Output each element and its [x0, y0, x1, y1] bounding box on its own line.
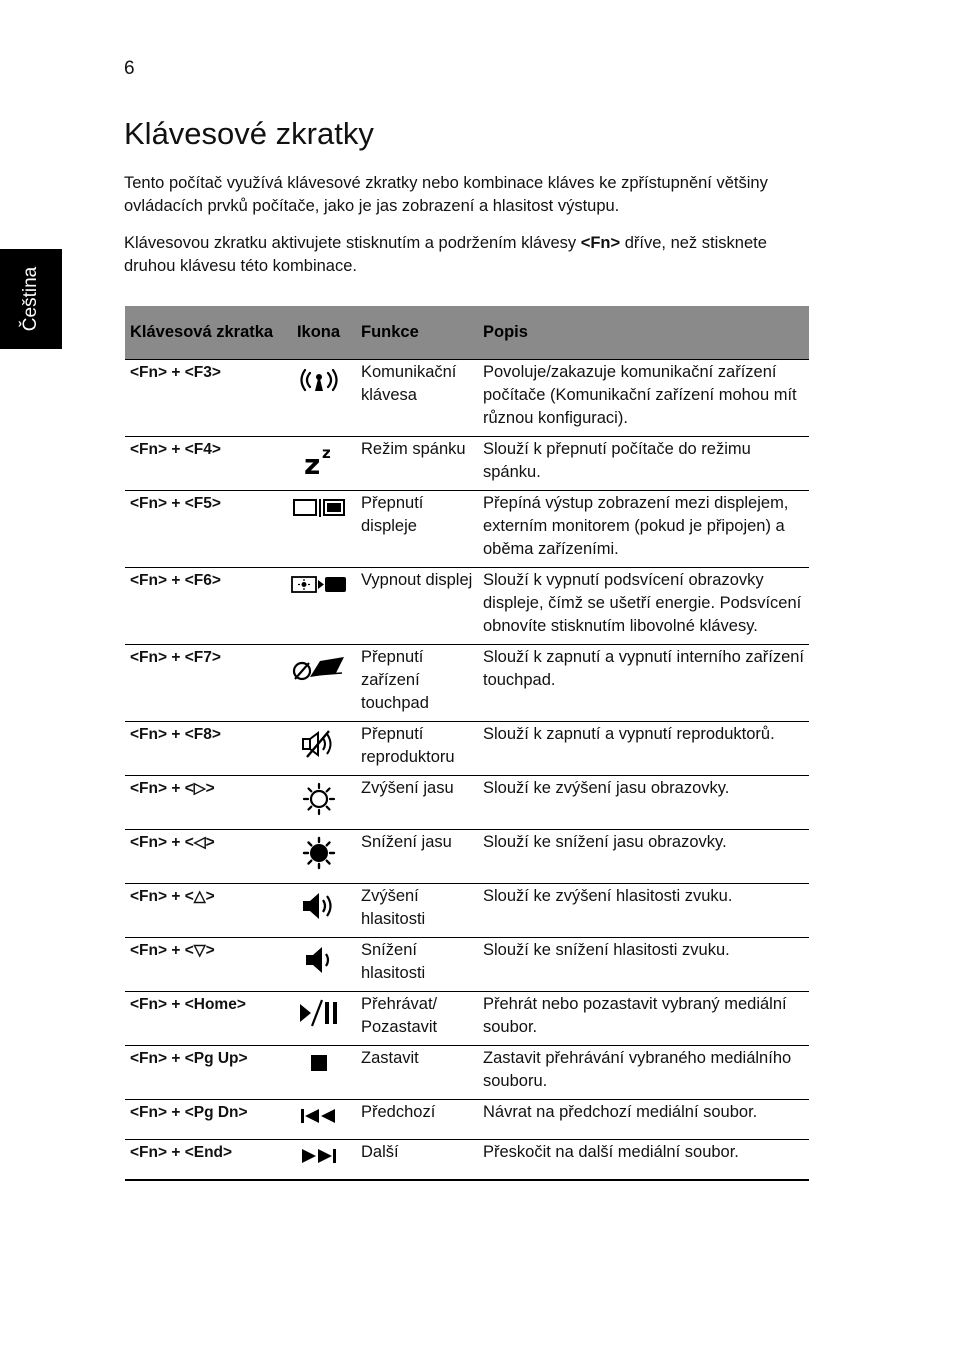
function-name: Komunikační klávesa: [356, 360, 478, 437]
shortcut-key: <Fn> + <F5>: [125, 491, 280, 568]
description: Slouží k přepnutí počítače do režimu spánku.: [478, 437, 809, 491]
brightness-down-icon: [302, 836, 336, 870]
description: Přeskočit na další mediální soubor.: [478, 1140, 809, 1181]
icon-cell: [280, 360, 356, 437]
icon-cell: [280, 776, 356, 830]
previous-icon: [299, 1106, 339, 1126]
icon-cell: [280, 1046, 356, 1100]
table-row: [125, 1100, 809, 1140]
icon-cell: [280, 830, 356, 884]
description: Slouží k zapnutí a vypnutí reproduktorů.: [478, 722, 809, 776]
function-name: Vypnout displej: [356, 568, 478, 645]
volume-down-icon: [303, 944, 335, 976]
description: Slouží ke zvýšení jasu obrazovky.: [478, 776, 809, 830]
description: Slouží ke snížení hlasitosti zvuku.: [478, 938, 809, 992]
description: Slouží ke zvýšení hlasitosti zvuku.: [478, 884, 809, 938]
intro-paragraph: Tento počítač využívá klávesové zkratky nebo kombinace kláves ke zpřístupnění většiny ovládacích prvků počítače, jako je jas zobrazení a hlasitost výstupu.: [124, 174, 768, 215]
icon-cell: [280, 645, 356, 722]
function-name: Přepnutí zařízení touchpad: [356, 645, 478, 722]
description: Přehrát nebo pozastavit vybraný mediální soubor.: [478, 992, 809, 1046]
sleep-icon: [302, 443, 336, 477]
speaker-mute-icon: [299, 728, 339, 760]
table-row: [125, 491, 809, 568]
stop-icon: [308, 1052, 330, 1074]
table-row: [125, 830, 809, 884]
shortcut-key: <Fn> + <End>: [125, 1140, 280, 1181]
table-row: [125, 360, 809, 437]
shortcut-key: <Fn> + <F7>: [125, 645, 280, 722]
function-name: Zvýšení jasu: [356, 776, 478, 830]
icon-cell: [280, 992, 356, 1046]
table-row: [125, 722, 809, 776]
table-row: [125, 568, 809, 645]
shortcut-key: <Fn> + <△>: [125, 884, 280, 938]
icon-cell: [280, 722, 356, 776]
shortcut-key: <Fn> + <F3>: [125, 360, 280, 437]
table-row: [125, 437, 809, 491]
function-name: Zastavit: [356, 1046, 478, 1100]
description: Slouží ke snížení jasu obrazovky.: [478, 830, 809, 884]
next-icon: [299, 1146, 339, 1166]
table-row: [125, 992, 809, 1046]
description: Slouží k zapnutí a vypnutí interního zařízení touchpad.: [478, 645, 809, 722]
header-description: Popis: [478, 306, 809, 360]
activation-paragraph: [124, 232, 814, 278]
description: Přepíná výstup zobrazení mezi displejem, externím monitorem (pokud je připojen) a oběma zařízeními.: [478, 491, 809, 568]
shortcut-key: <Fn> + <Home>: [125, 992, 280, 1046]
function-name: Snížení jasu: [356, 830, 478, 884]
shortcut-key: <Fn> + <▽>: [125, 938, 280, 992]
function-name: Zvýšení hlasitosti: [356, 884, 478, 938]
function-name: Režim spánku: [356, 437, 478, 491]
touchpad-toggle-icon: [290, 651, 348, 683]
function-name: Přehrávat/ Pozastavit: [356, 992, 478, 1046]
table-row: [125, 645, 809, 722]
header-icon: Ikona: [280, 306, 356, 360]
brightness-up-icon: [302, 782, 336, 816]
wireless-icon: [299, 366, 339, 396]
table-header-row: [125, 306, 809, 360]
function-name: Přepnutí reproduktoru: [356, 722, 478, 776]
language-tab: [0, 249, 62, 349]
description: Povoluje/zakazuje komunikační zařízení počítače (Komunikační zařízení mohou mít různou konfiguraci).: [478, 360, 809, 437]
activation-text-before: Klávesovou zkratku aktivujete stisknutím a podržením klávesy: [124, 234, 581, 252]
description: Návrat na předchozí mediální soubor.: [478, 1100, 809, 1140]
icon-cell: [280, 1140, 356, 1181]
function-name: Snížení hlasitosti: [356, 938, 478, 992]
table-row: [125, 938, 809, 992]
icon-cell: [280, 568, 356, 645]
play-pause-icon: [297, 998, 341, 1028]
table-row: [125, 1046, 809, 1100]
header-key: Klávesová zkratka: [125, 306, 280, 360]
svg-text:z: z: [321, 444, 331, 462]
header-function: Funkce: [356, 306, 478, 360]
display-switch-icon: [291, 497, 347, 519]
icon-cell: [280, 437, 356, 491]
function-name: Přepnutí displeje: [356, 491, 478, 568]
shortcut-key: <Fn> + <F6>: [125, 568, 280, 645]
table-row: [125, 884, 809, 938]
hotkeys-table: [125, 306, 809, 1181]
display-off-icon: [290, 574, 348, 596]
icon-cell: [280, 1100, 356, 1140]
page-number: 6: [124, 58, 135, 79]
icon-cell: [280, 938, 356, 992]
icon-cell: [280, 884, 356, 938]
page-title: Klávesové zkratky: [124, 116, 374, 151]
svg-text:z: z: [303, 448, 320, 477]
function-name: Předchozí: [356, 1100, 478, 1140]
activation-text-after: dříve, než stisknete druhou klávesu této kombinace.: [124, 234, 767, 275]
volume-up-icon: [300, 890, 338, 922]
shortcut-key: <Fn> + <F8>: [125, 722, 280, 776]
table-row: [125, 1140, 809, 1181]
shortcut-key: <Fn> + <F4>: [125, 437, 280, 491]
description: Slouží k vypnutí podsvícení obrazovky displeje, čímž se ušetří energie. Podsvícení obnovíte stisknutím libovolné klávesy.: [478, 568, 809, 645]
shortcut-key: <Fn> + <▷>: [125, 776, 280, 830]
language-tab-label: Čeština: [20, 266, 41, 332]
description: Zastavit přehrávání vybraného mediálního souboru.: [478, 1046, 809, 1100]
activation-key: <Fn>: [580, 234, 621, 252]
icon-cell: [280, 491, 356, 568]
table-row: [125, 776, 809, 830]
shortcut-key: <Fn> + <Pg Dn>: [125, 1100, 280, 1140]
function-name: Další: [356, 1140, 478, 1181]
shortcut-key: <Fn> + <Pg Up>: [125, 1046, 280, 1100]
shortcut-key: <Fn> + <◁>: [125, 830, 280, 884]
